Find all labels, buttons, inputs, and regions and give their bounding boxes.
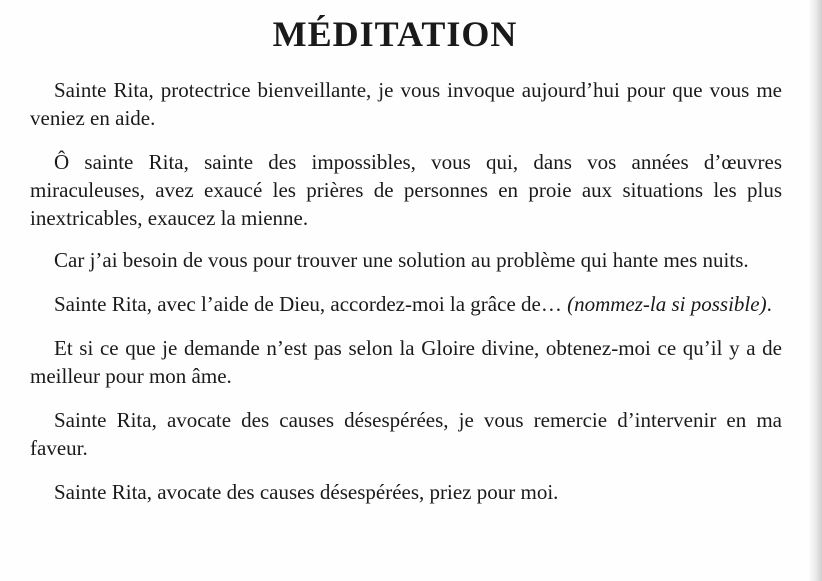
paragraph-thanks: Sainte Rita, avocate des causes désespérées, je vous remercie d’intervenir en ma faveur. [30,408,782,460]
page-title: MÉDITATION [272,14,518,54]
paragraph-saint-of-impossibles: Ô sainte Rita, sainte des impossibles, vous qui, dans vos années d’œuvres miraculeuses, avez exaucé les prières de personnes en proie aux situations les plus inextricables, exaucez la mienne. [30,150,782,230]
paragraph-pray-for-me: Sainte Rita, avocate des causes désespérées, priez pour moi. [54,480,559,504]
grace-request-text: Sainte Rita, avec l’aide de Dieu, accordez-moi la grâce de… [54,292,562,316]
paragraph-divine-glory: Et si ce que je demande n’est pas selon la Gloire divine, obtenez-moi ce qu’il y a de meilleur pour mon âme. [30,336,782,388]
grace-request-italic: (nommez-la si possible) [567,292,767,316]
paragraph-grace-request [30,290,782,318]
page-edge-shadow [808,0,822,581]
paragraph-need-solution: Car j’ai besoin de vous pour trouver une solution au problème qui hante mes nuits. [54,248,749,272]
paragraph-invocation: Sainte Rita, protectrice bienveillante, je vous invoque aujourd’hui pour que vous me veniez en aide. [30,78,782,130]
grace-request-tail: . [766,292,772,316]
meditation-body [30,76,782,522]
